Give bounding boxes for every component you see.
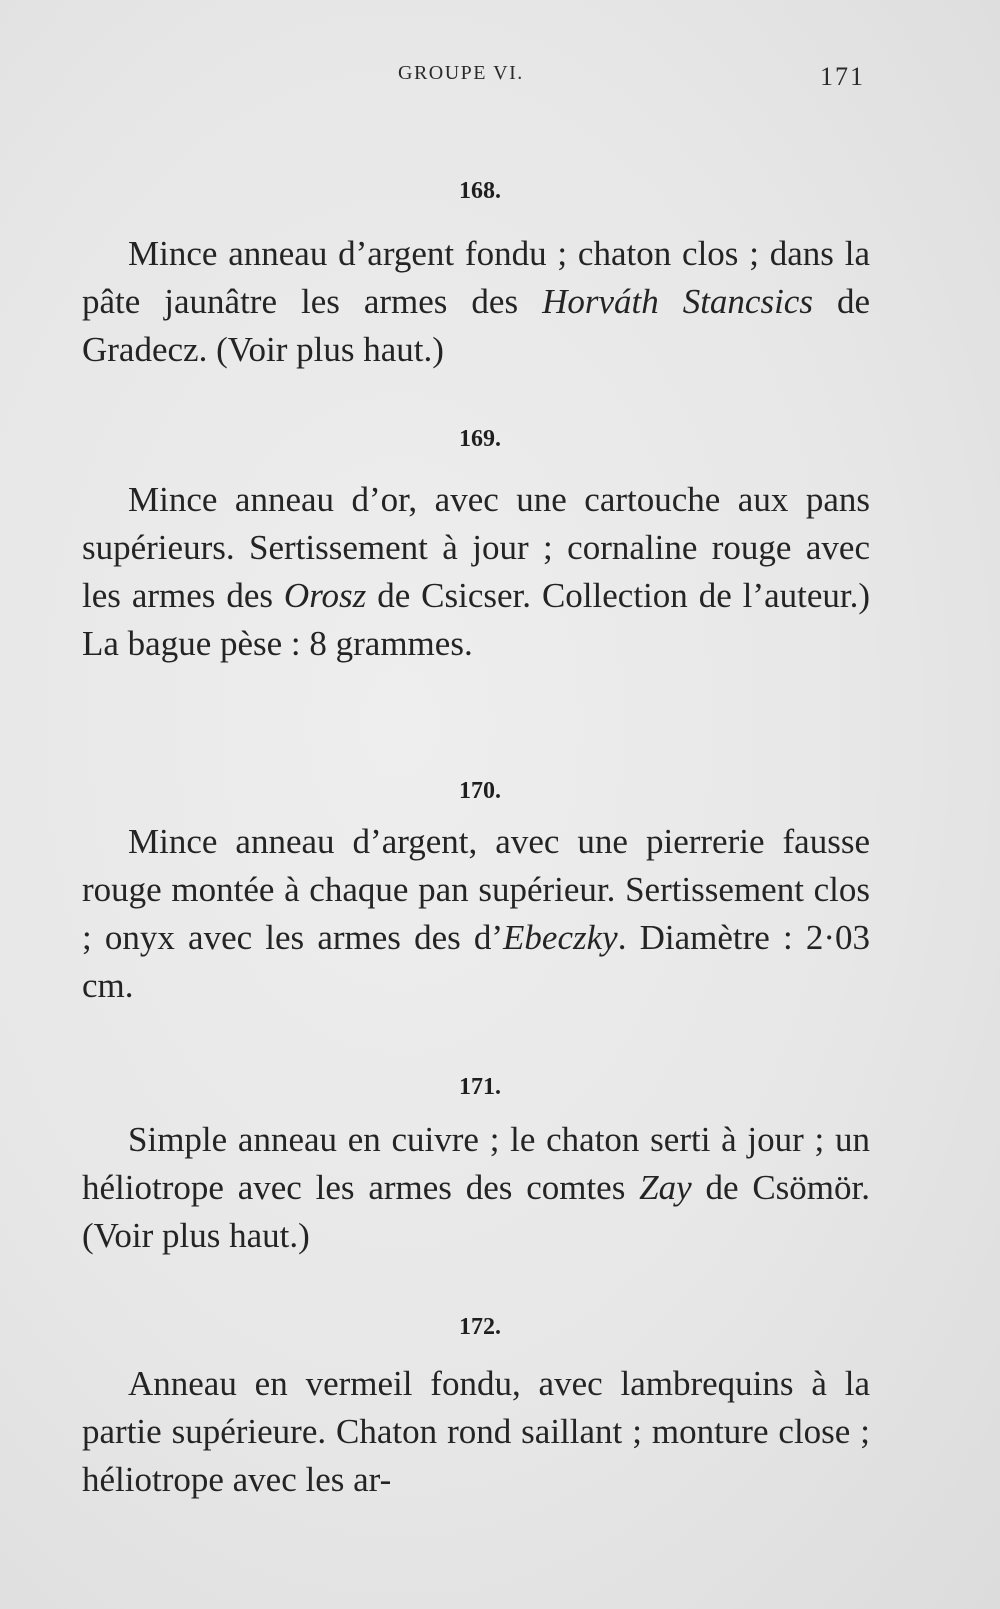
entry-text-part: Mince anneau d’argent, avec une pierrerie fausse rouge montée à chaque pan supérieur. Sertissement clos ; onyx avec les armes des d’ <box>82 822 870 957</box>
entry-text-part: . Diamètre : 2·03 cm. <box>82 918 870 1005</box>
entry-text-part: Simple anneau en cuivre ; le chaton serti à jour ; un héliotrope avec les armes des comtes <box>82 1120 870 1207</box>
entry-text-italic: Orosz <box>283 576 367 615</box>
entry-text-part: Anneau en vermeil fondu, avec lambrequins à la partie supérieure. Chaton rond saillant ; monture close ; héliotrope avec les ar- <box>82 1364 870 1499</box>
entry-text-172 <box>82 1360 870 1504</box>
entry-text-168 <box>82 230 870 374</box>
entry-number-170: 170. <box>459 778 501 804</box>
entry-number-168: 168. <box>459 178 501 204</box>
entry-text-169 <box>82 476 870 668</box>
entry-number-172: 172. <box>459 1314 501 1340</box>
entry-number-169: 169. <box>459 426 501 452</box>
entry-text-part: Mince anneau d’or, avec une cartouche aux pans supérieurs. Sertissement à jour ; cornaline rouge avec les armes des <box>82 480 870 615</box>
entry-text-italic: Ebeczky <box>503 918 618 957</box>
entry-text-170 <box>82 818 870 1010</box>
entry-text-part: Mince anneau d’argent fondu ; chaton clos ; dans la pâte jaunâtre les armes des <box>82 234 870 321</box>
entry-text-italic: Horváth Stancsics <box>542 282 813 321</box>
entry-text-part: de Csicser. Collection de l’auteur.) La bague pèse : 8 grammes. <box>82 576 870 663</box>
entry-number-171: 171. <box>459 1074 501 1100</box>
entry-text-part: de Csömör. (Voir plus haut.) <box>82 1168 870 1255</box>
running-header: GROUPE VI. <box>398 62 524 84</box>
entry-text-171 <box>82 1116 870 1260</box>
entry-text-italic: Zay <box>639 1168 692 1207</box>
page-number: 171 <box>820 62 865 91</box>
entry-text-part: de Gradecz. (Voir plus haut.) <box>82 282 870 369</box>
